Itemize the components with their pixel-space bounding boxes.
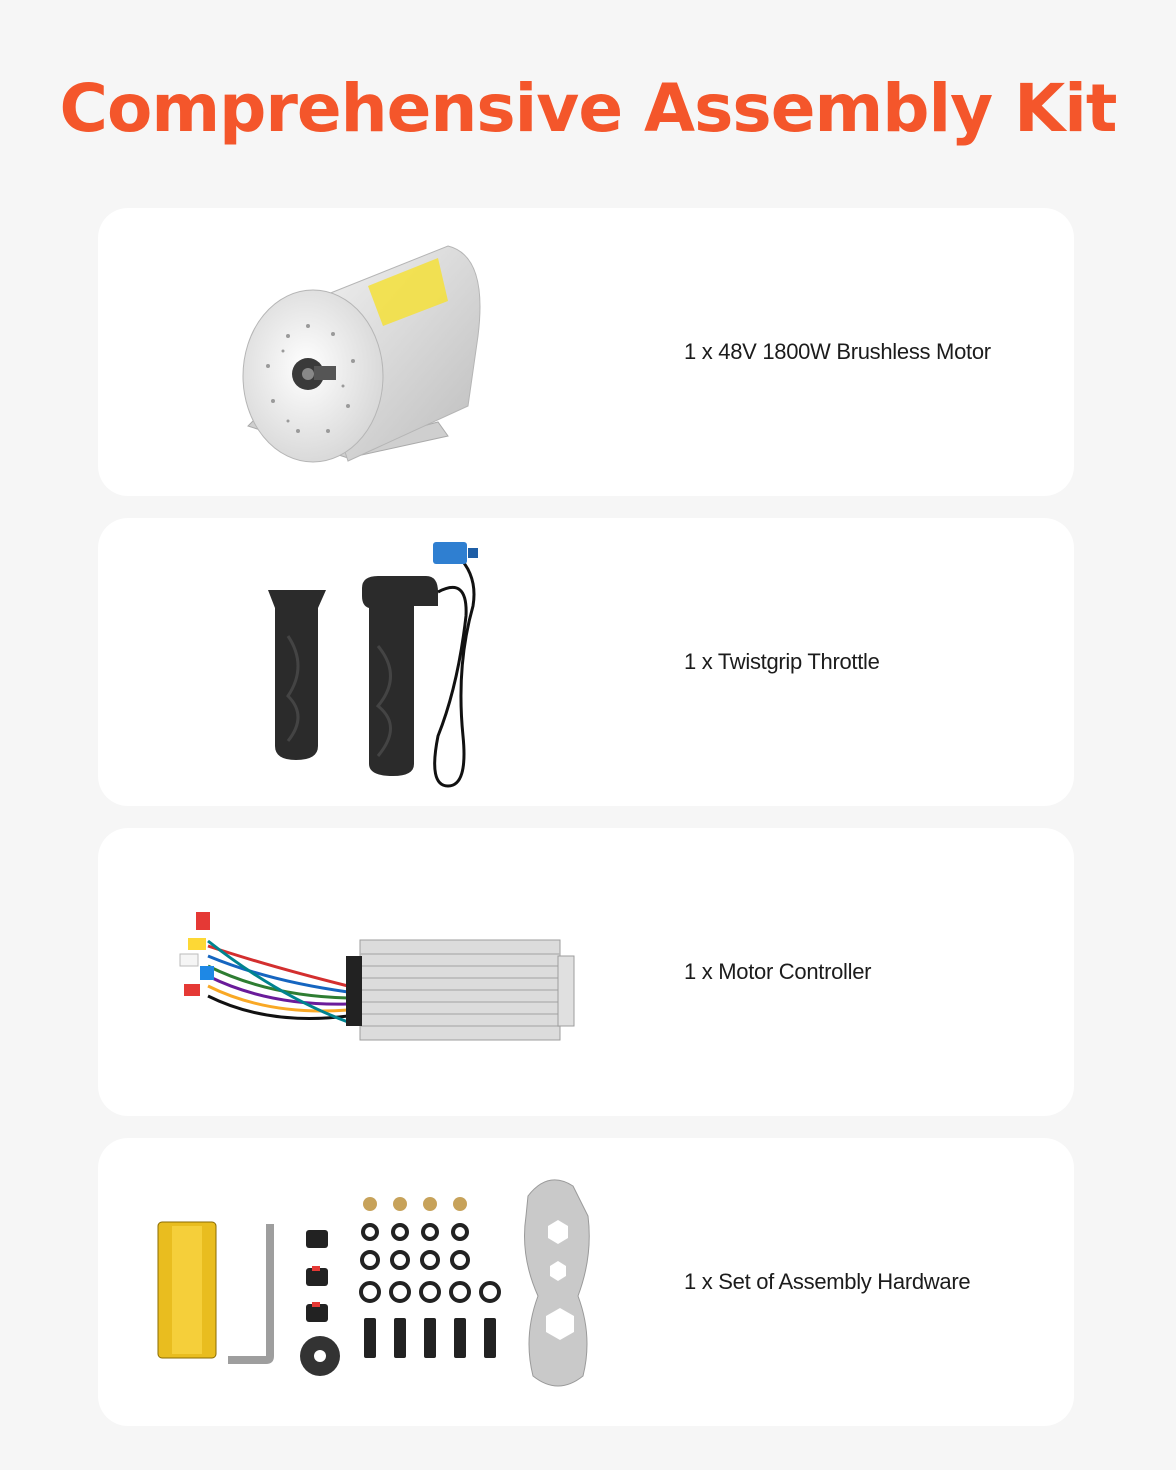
- kit-item-label: 1 x Set of Assembly Hardware: [684, 1269, 971, 1294]
- kit-item-motor: [98, 208, 1074, 496]
- twistgrip-throttle-image: [138, 536, 658, 788]
- kit-item-label: 1 x Twistgrip Throttle: [684, 649, 880, 674]
- motor-controller-image: [138, 846, 658, 1098]
- page-title: Comprehensive Assembly Kit: [59, 70, 1117, 147]
- kit-item-throttle: [98, 518, 1074, 806]
- kit-item-label: 1 x Motor Controller: [684, 959, 872, 984]
- kit-item-hardware: [98, 1138, 1074, 1426]
- kit-item-label: 1 x 48V 1800W Brushless Motor: [684, 339, 991, 364]
- assembly-hardware-image: [138, 1156, 658, 1408]
- kit-item-controller: [98, 828, 1074, 1116]
- brushless-motor-image: [138, 226, 658, 478]
